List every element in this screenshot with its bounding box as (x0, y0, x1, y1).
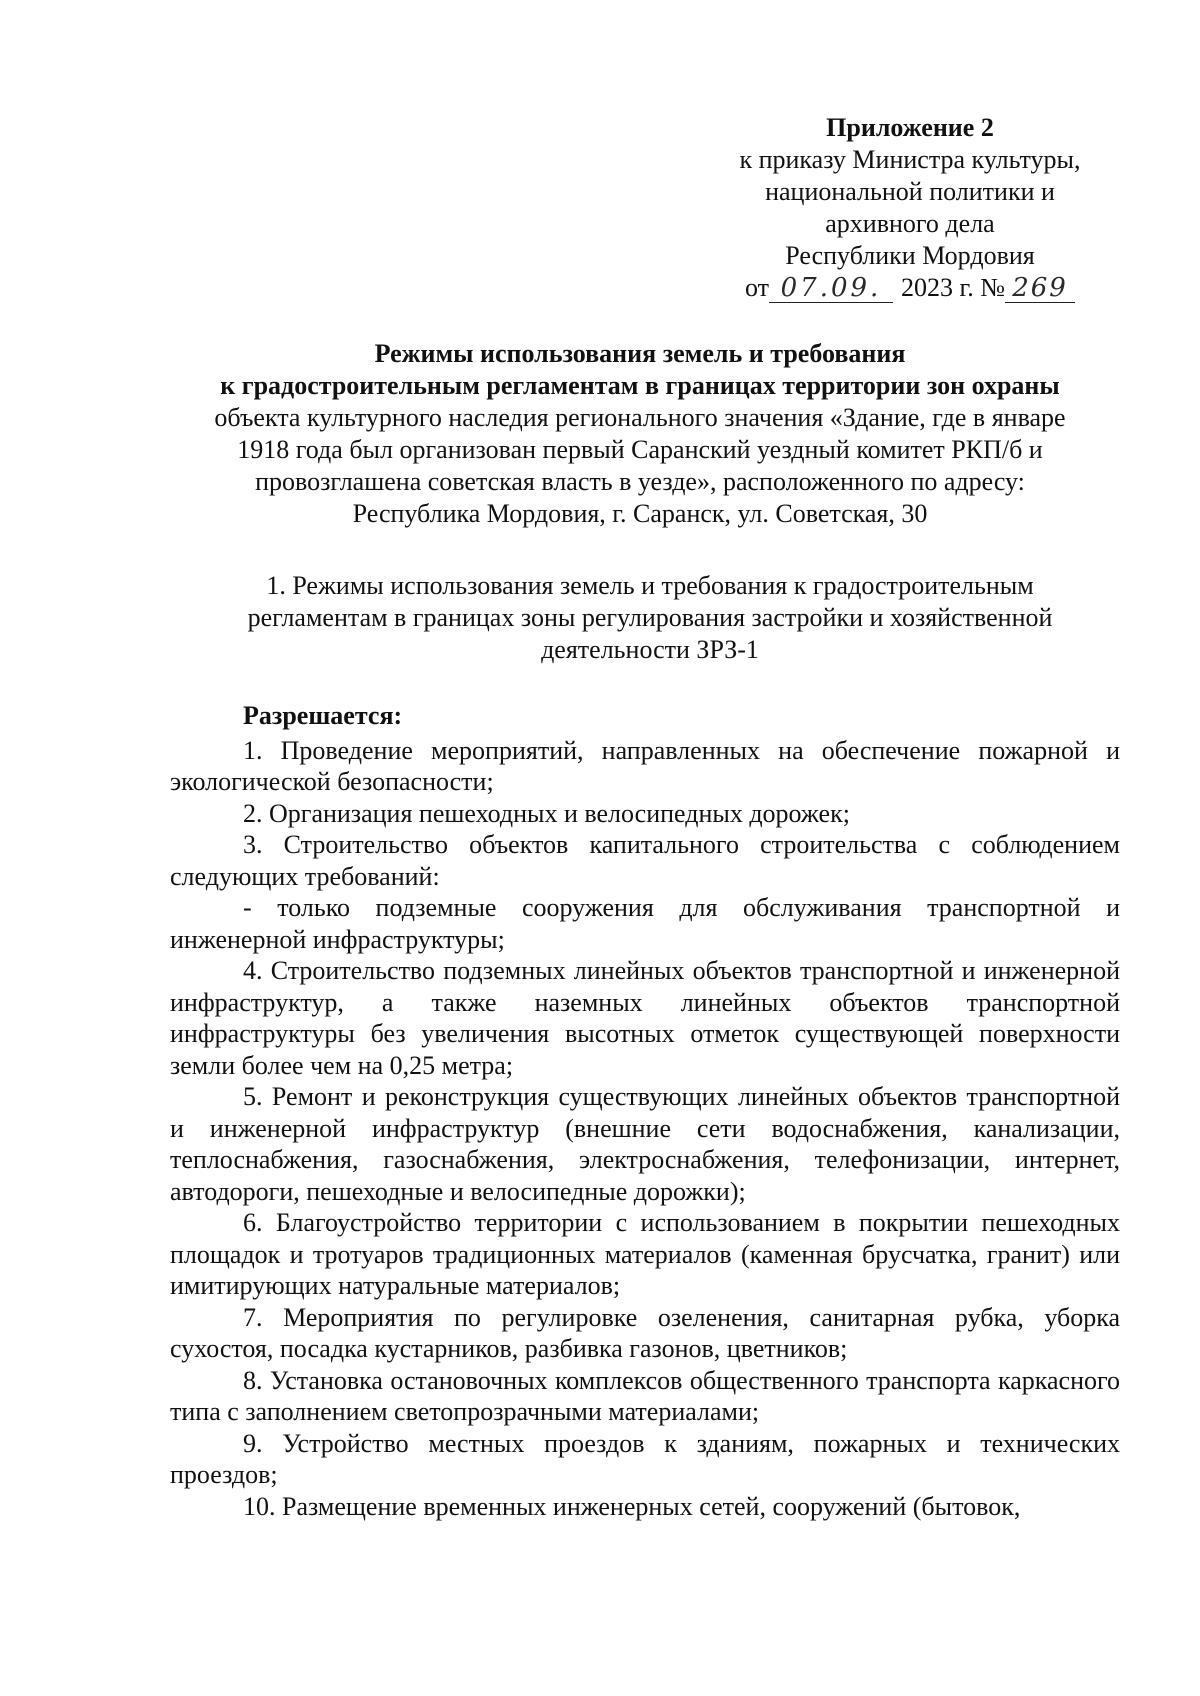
list-item: 4. Строительство подземных линейных объектов транспортной и инженерной инфраструктур, а также наземных линейных объектов транспортной инфраструктуры без увеличения высотных отметок существующей поверхности земли более чем на 0,25 метра; (170, 956, 1120, 1080)
appendix-title: Приложение 2 (826, 113, 994, 142)
title-line: объекта культурного наследия регионального значения «Здание, где в январе (214, 403, 1066, 432)
list-item: 6. Благоустройство территории с использованием в покрытии пешеходных площадок и тротуаров традиционных материалов (каменная брусчатка, гранит) или имитирующих натуральные материалов; (170, 1208, 1120, 1300)
list-item: 5. Ремонт и реконструкция существующих линейных объектов транспортной и инженерной инфраструктур (внешние сети водоснабжения, канализации, теплоснабжения, газоснабжения, электроснабжения, телефонизации, интернет, автодороги, пешеходные и велосипедные дорожки); (170, 1082, 1120, 1206)
appendix-line: к приказу Министра культуры, (739, 145, 1081, 174)
list-item: 3. Строительство объектов капитального строительства с соблюдением следующих требований: (170, 830, 1120, 891)
handwritten-date: 07.09. (769, 274, 893, 303)
appendix-line: национальной политики и (765, 177, 1055, 206)
order-date-line (700, 272, 1120, 304)
title-line: к градостроительным регламентам в границах территории зон охраны (220, 371, 1060, 400)
year-text: 2023 г. № (900, 273, 1006, 302)
appendix-line: Республики Мордовия (785, 241, 1035, 270)
section-heading (180, 570, 1120, 666)
section-line: деятельности ЗРЗ-1 (541, 635, 759, 664)
list-item: 7. Мероприятия по регулировке озеленения, санитарная рубка, уборка сухостоя, посадка кустарников, разбивка газонов, цветников; (170, 1302, 1120, 1363)
appendix-header (700, 112, 1120, 304)
section-line: регламентам в границах зоны регулирования застройки и хозяйственной (247, 603, 1053, 632)
title-line: Республика Мордовия, г. Саранск, ул. Советская, 30 (352, 499, 928, 528)
title-line: провозглашена советская власть в уезде», расположенного по адресу: (255, 467, 1025, 496)
section-line: 1. Режимы использования земель и требования к градостроительным (266, 571, 1034, 600)
title-line: 1918 года был организован первый Саранский уездный комитет РКП/б и (237, 435, 1043, 464)
appendix-line: архивного дела (825, 209, 995, 238)
list-item: 10. Размещение временных инженерных сетей, сооружений (бытовок, (243, 1491, 1021, 1521)
list-item: 1. Проведение мероприятий, направленных на обеспечение пожарной и экологической безопасности; (170, 735, 1120, 796)
list-item: - только подземные сооружения для обслуживания транспортной и инженерной инфраструктуры; (170, 893, 1120, 954)
document-body (170, 700, 1120, 1522)
title-line: Режимы использования земель и требования (374, 339, 906, 368)
document-title (160, 338, 1120, 530)
allowed-heading: Разрешается: (243, 701, 403, 730)
list-item: 9. Устройство местных проездов к зданиям, пожарных и технических проездов; (170, 1428, 1120, 1489)
list-item: 2. Организация пешеходных и велосипедных дорожек; (243, 798, 850, 828)
handwritten-order-number: 269 (1005, 274, 1075, 303)
date-prefix: от (744, 273, 769, 302)
list-item: 8. Установка остановочных комплексов общественного транспорта каркасного типа с заполнением светопрозрачными материалами; (170, 1365, 1120, 1426)
